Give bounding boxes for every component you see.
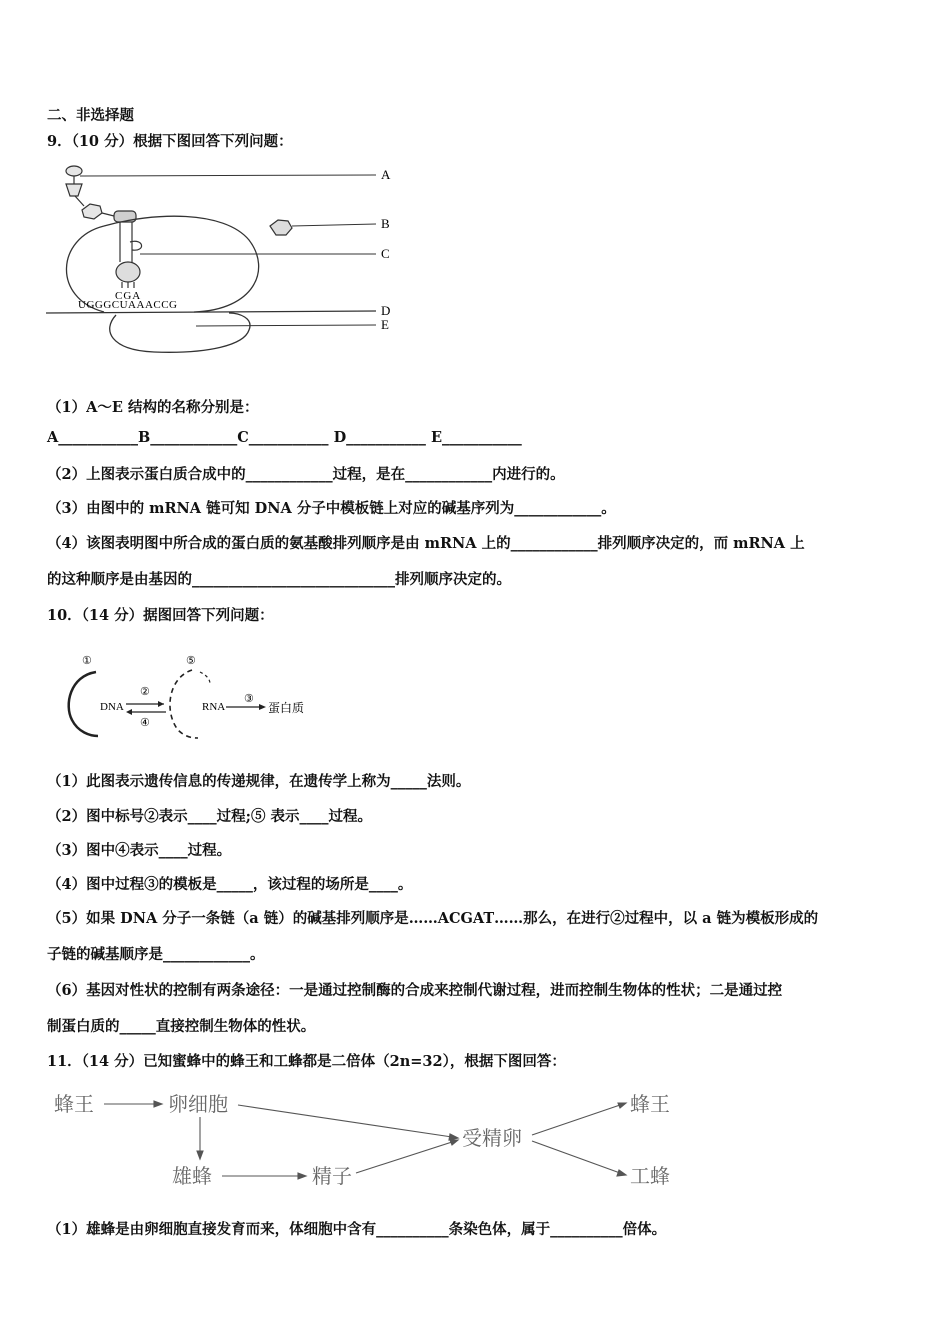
q9-sub3: （3）由图中的 mRNA 链可知 DNA 分子中模板链上对应的碱基序列为____________。 <box>47 500 616 517</box>
label-n4: ④ <box>140 717 150 729</box>
q9-sub4a: （4）该图表明图中所合成的蛋白质的氨基酸排列顺序是由 mRNA 上的____________排列顺序决定的，而 mRNA 上 <box>47 535 805 552</box>
q11-title: 11．（14 分）已知蜜蜂中的蜂王和工蜂都是二倍体（2n=32），根据下图回答： <box>47 1053 566 1070</box>
q10-central-dogma-diagram <box>60 650 320 745</box>
rna-replication-arc <box>170 670 198 738</box>
queen-label: 蜂王 <box>54 1094 94 1116</box>
label-n5: ⑤ <box>186 655 196 667</box>
trna <box>116 222 142 288</box>
label-n3: ③ <box>244 693 254 705</box>
q9-title: 9．（10 分）根据下图回答下列问题： <box>47 133 293 150</box>
q9-sub4b: 的这种顺序是由基因的____________________________排列顺序决定的。 <box>47 571 511 588</box>
anticodon: CGA <box>115 290 142 302</box>
replication-arc <box>69 672 98 736</box>
q11-bee-diagram <box>48 1085 688 1195</box>
label-n1: ① <box>82 655 92 667</box>
section-title: 二、非选择题 <box>47 107 134 124</box>
rna-label: RNA <box>202 701 226 713</box>
label-b: B <box>381 216 390 231</box>
amino-acid-1 <box>66 166 82 176</box>
q11-sub1: （1）雄蜂是由卵细胞直接发育而来，体细胞中含有__________条染色体，属于__________倍体。 <box>47 1221 667 1238</box>
sperm-label: 精子 <box>312 1166 352 1188</box>
q9-translation-diagram <box>44 160 414 360</box>
worker-label: 工蜂 <box>630 1166 670 1188</box>
drone-label: 雄蜂 <box>172 1166 212 1188</box>
ribosome-small-subunit <box>110 313 250 352</box>
q10-sub1: （1）此图表示遗传信息的传递规律，在遗传学上称为_____法则。 <box>47 773 471 790</box>
amino-acid-2 <box>66 184 82 196</box>
zygote-label: 受精卵 <box>462 1128 522 1150</box>
egg-label: 卵细胞 <box>168 1094 228 1116</box>
q10-sub4: （4）图中过程③的模板是_____，该过程的场所是____。 <box>47 876 413 893</box>
label-d: D <box>381 303 391 318</box>
free-amino-acid <box>270 220 292 235</box>
q10-sub5b: 子链的碱基顺序是____________。 <box>47 946 265 963</box>
label-n2: ② <box>140 686 150 698</box>
label-c: C <box>381 246 390 261</box>
label-e: E <box>381 317 389 332</box>
q10-sub5a: （5）如果 DNA 分子一条链（a 链）的碱基排列顺序是……ACGAT……那么，在进行②过程中，以 a 链为模板形成的 <box>47 910 819 927</box>
mrna-line <box>46 311 376 313</box>
q9-sub1: （1）A～E 结构的名称分别是： <box>47 399 259 416</box>
amino-acid-3 <box>82 204 102 219</box>
queen-out-label: 蜂王 <box>630 1094 670 1116</box>
dna-label: DNA <box>100 701 124 713</box>
q10-sub2: （2）图中标号②表示____过程;⑤ 表示____过程。 <box>47 808 372 825</box>
q10-title: 10．（14 分）据图回答下列问题： <box>47 607 274 624</box>
mrna-sequence: UGGGCUAAACCG <box>78 299 178 311</box>
label-a: A <box>381 167 391 182</box>
protein-label: 蛋白质 <box>268 701 305 715</box>
q9-sub2: （2）上图表示蛋白质合成中的____________过程，是在____________内进行的。 <box>47 466 565 483</box>
ribosome-large-subunit <box>66 216 258 312</box>
q9-sub1-blanks: A___________B____________C___________ D___________ E___________ <box>47 429 522 446</box>
q10-sub6b: 制蛋白质的_____直接控制生物体的性状。 <box>47 1018 316 1035</box>
q10-sub3: （3）图中④表示____过程。 <box>47 842 232 859</box>
q10-sub6a: （6）基因对性状的控制有两条途径：一是通过控制酶的合成来控制代谢过程，进而控制生物体的性状；二是通过控 <box>47 982 783 999</box>
